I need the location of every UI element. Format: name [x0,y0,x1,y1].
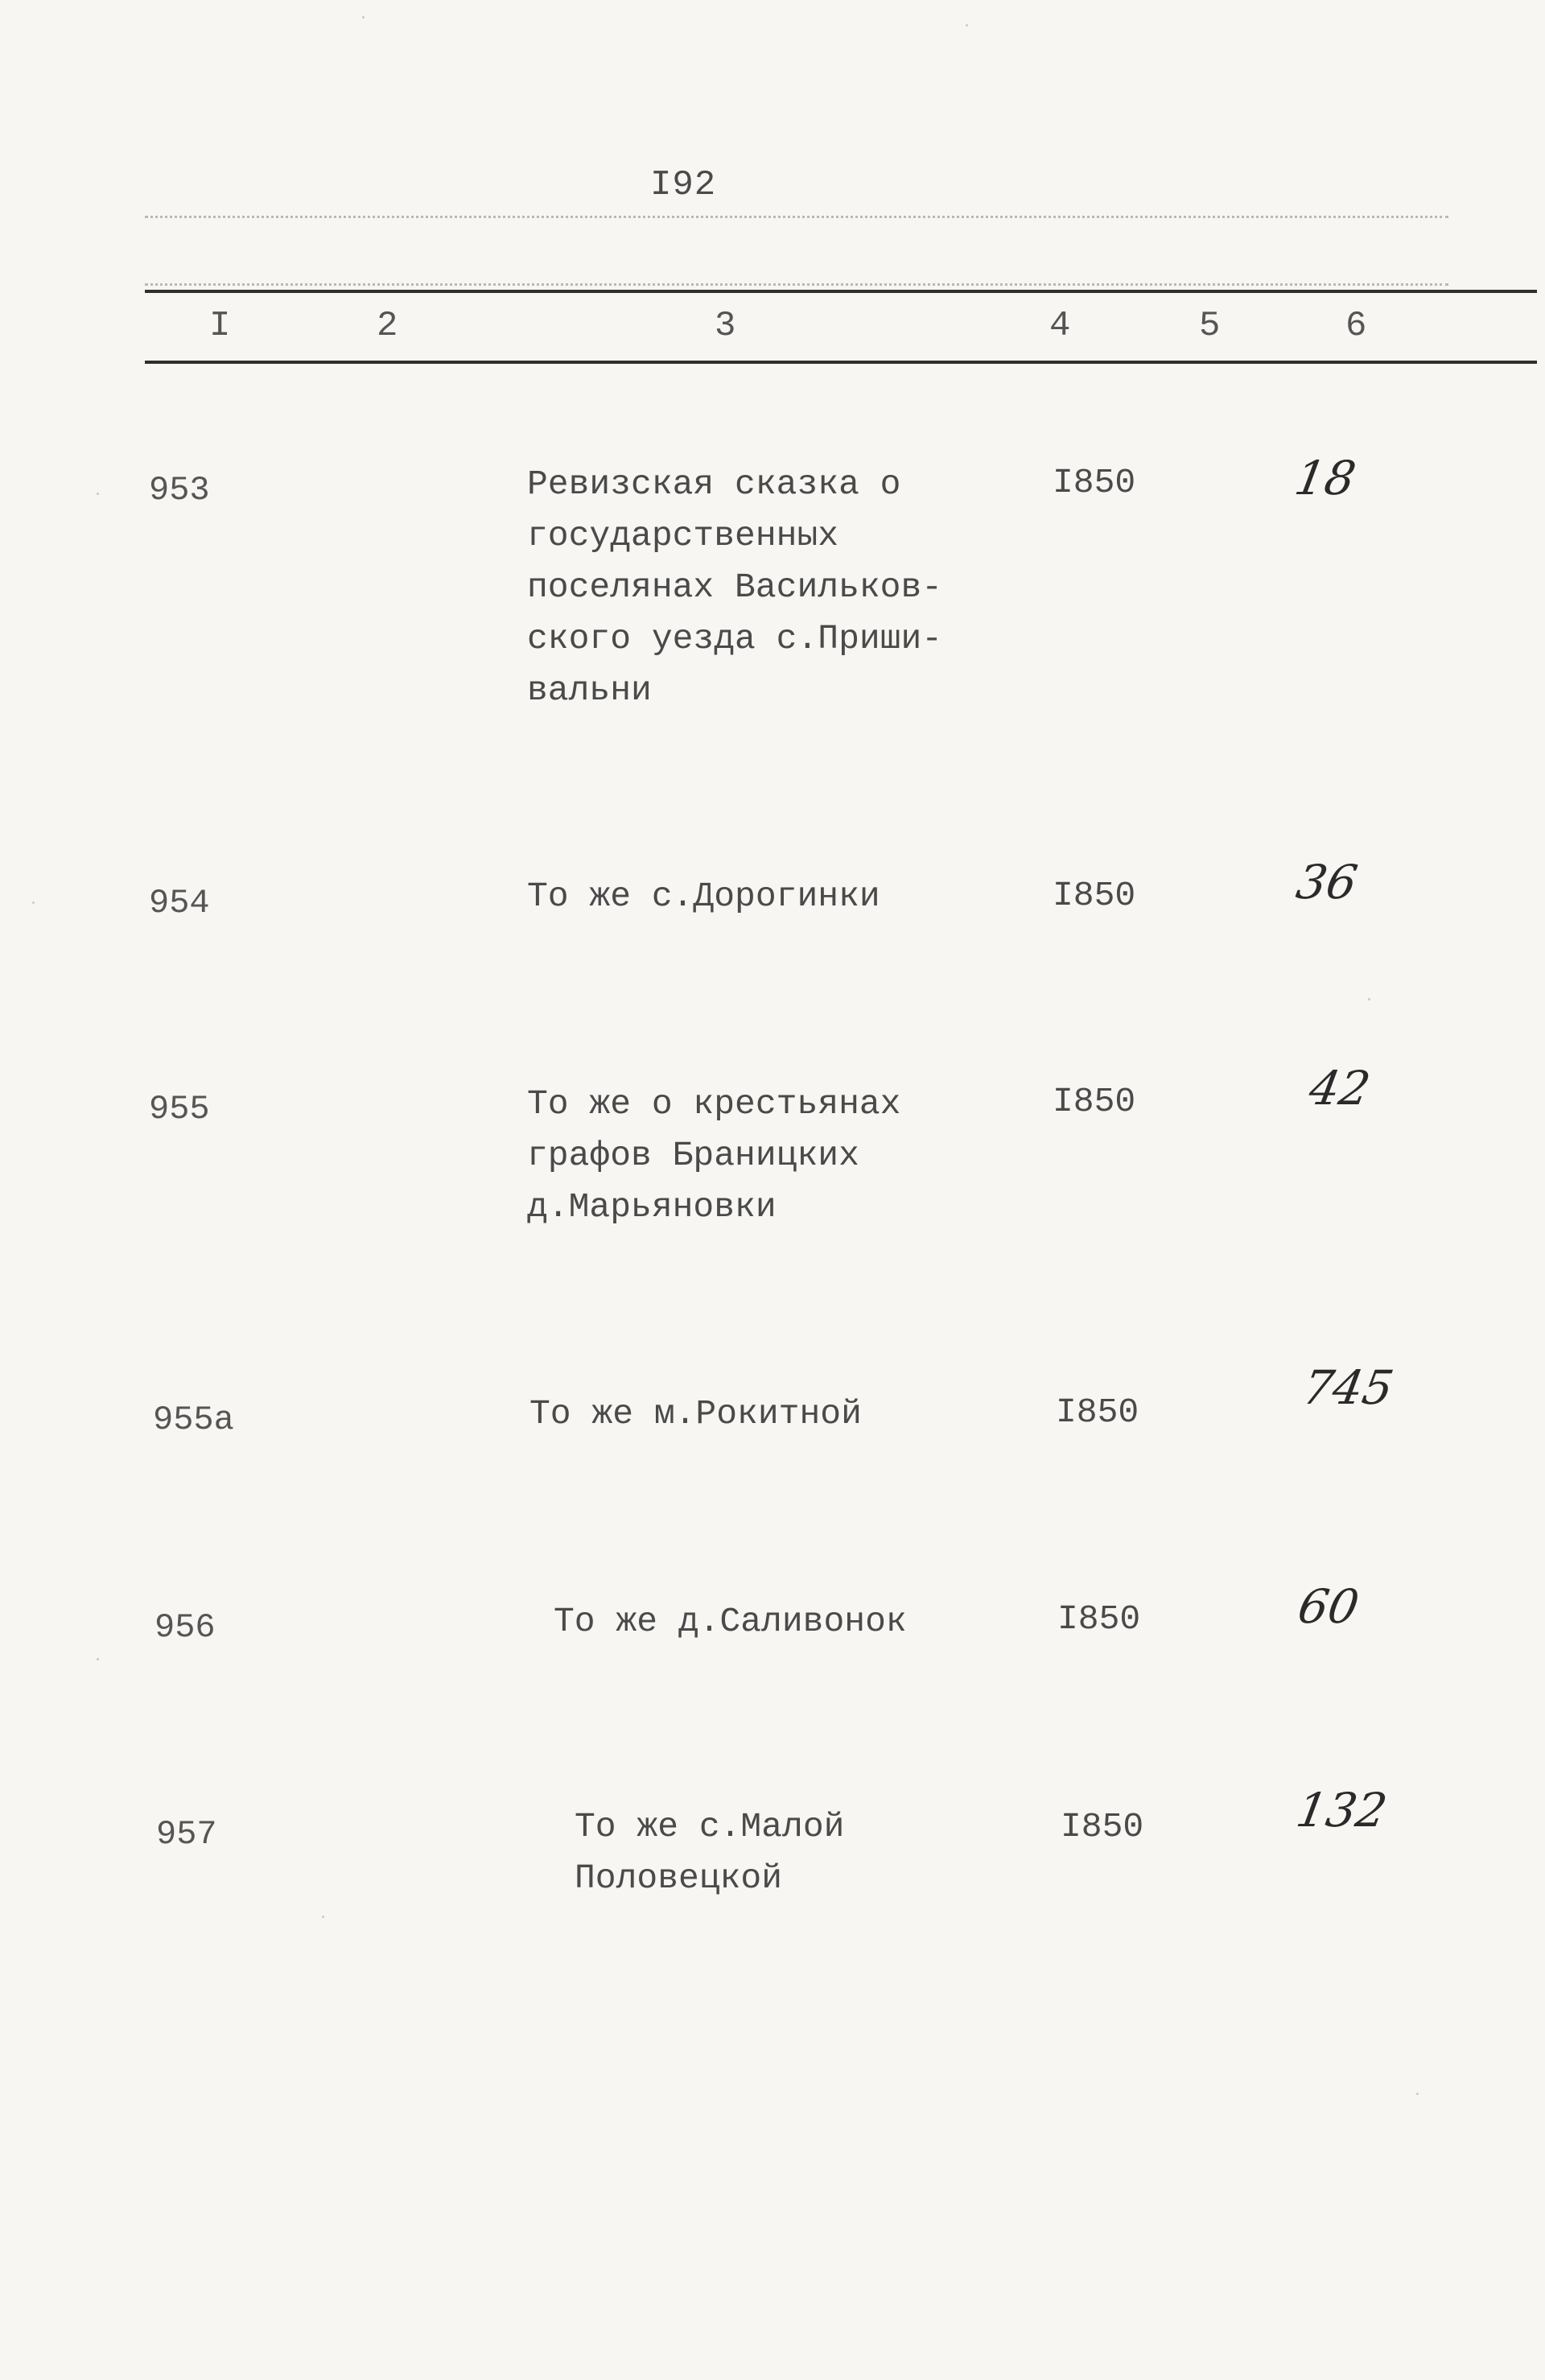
row-number: 953 [149,471,210,509]
row-sheets-handwritten: 60 [1294,1579,1363,1634]
row-number: 957 [156,1815,217,1854]
row-number: 954 [149,884,210,922]
scan-speck [322,1916,324,1918]
row-sheets-handwritten: 42 [1305,1061,1374,1116]
row-description: То же д.Саливонок [554,1602,907,1641]
scan-speck [32,901,35,904]
row-description: То же м.Рокитной [529,1394,862,1433]
column-header-1: I [209,306,231,346]
row-description: То же с.Малой Половецкой [575,1807,845,1898]
scan-speck [966,24,968,27]
scan-speck [97,1658,99,1660]
row-year: I850 [1061,1807,1144,1846]
scan-speck [97,493,99,495]
header-dotted-line-top [145,216,1448,218]
column-header-5: 5 [1199,306,1221,346]
scan-speck [1368,998,1370,1000]
row-year: I850 [1053,1082,1136,1121]
row-number: 955а [153,1400,234,1439]
row-year: I850 [1056,1392,1139,1432]
row-number: 955 [149,1090,210,1128]
header-rule-top [145,290,1537,293]
column-header-6: 6 [1345,306,1367,346]
page-number: I92 [650,165,717,205]
row-sheets-handwritten: 745 [1299,1360,1398,1415]
row-sheets-handwritten: 18 [1291,451,1360,505]
column-header-2: 2 [377,306,398,346]
row-year: I850 [1053,463,1136,502]
row-sheets-handwritten: 36 [1292,855,1362,910]
row-year: I850 [1057,1599,1141,1639]
scan-speck [1416,2093,1419,2095]
row-description: То же о крестьянах графов Браницких д.Марьяновки [527,1084,901,1227]
row-year: I850 [1053,876,1136,915]
column-header-4: 4 [1049,306,1071,346]
scan-speck [362,16,365,19]
row-number: 956 [154,1608,216,1647]
header-rule-bottom [145,361,1537,364]
row-description: Ревизская сказка о государственных поселянах Васильков- ского уезда с.Приши- вальни [527,464,943,710]
row-description: То же с.Дорогинки [527,877,880,916]
column-header-3: 3 [715,306,736,346]
header-dotted-line-mid [145,283,1448,286]
row-sheets-handwritten: 132 [1292,1783,1391,1838]
